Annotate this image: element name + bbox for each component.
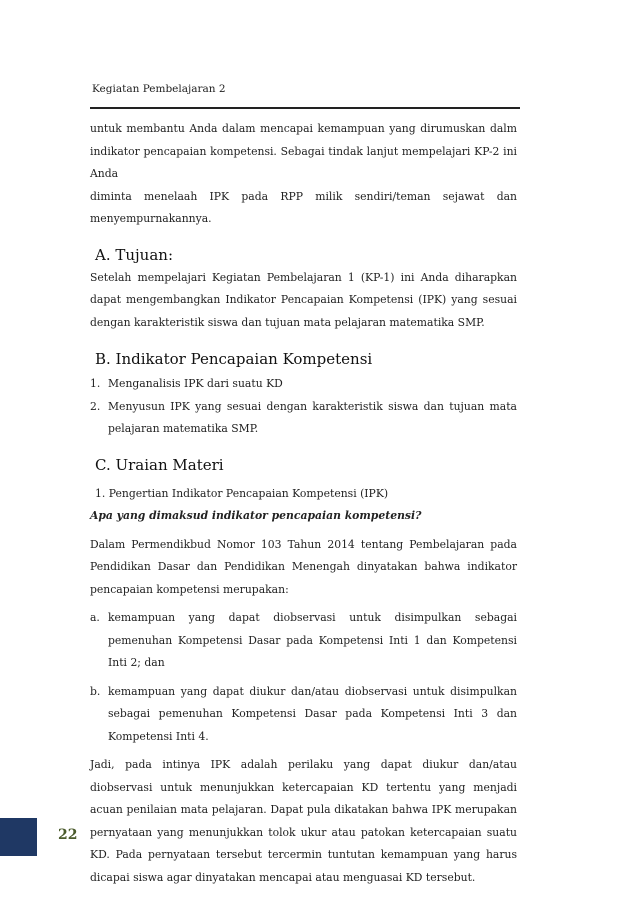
- list-marker: 2.: [90, 399, 101, 413]
- list-item: [90, 373, 517, 396]
- page-number-bar: [0, 818, 37, 856]
- section-c-title: C. Uraian Materi: [95, 455, 224, 474]
- list-marker: 1.: [90, 377, 101, 390]
- intro-line-1: untuk membantu Anda dalam mencapai kemampuan yang dirumuskan dalm: [90, 122, 517, 135]
- section-a-text: Setelah mempelajari Kegiatan Pembelajaran 1 (KP-1) ini Anda diharapkan dapat mengembangkan Indikator Pencapaian Kompetensi (IPK) yang sesuai dengan karakteristik siswa dan tujuan mata pelajaran matematika SMP.: [90, 270, 517, 329]
- section-c-paragraph-1: Dalam Permendikbud Nomor 103 Tahun 2014 tentang Pembelajaran pada Pendidikan Dasar dan Pendidikan Menengah dinyatakan bahwa indikator pencapaian kompetensi merupakan:: [90, 537, 517, 596]
- list-item-text: Menganalisis IPK dari suatu KD: [108, 377, 283, 390]
- section-a-title: A. Tujuan:: [95, 245, 174, 264]
- page-number: 22: [58, 827, 78, 843]
- intro-line-2: indikator pencapaian kompetensi. Sebagai tindak lanjut mempelajari KP-2 ini Anda: [90, 144, 517, 180]
- intro-line-3: diminta menelaah IPK pada RPP milik sendiri/teman sejawat dan: [90, 189, 517, 203]
- section-c-subheading: 1. Pengertian Indikator Pencapaian Kompetensi (IPK): [95, 486, 389, 500]
- page-body: [90, 118, 517, 889]
- section-b-title: B. Indikator Pencapaian Kompetensi: [95, 350, 373, 368]
- list-marker: a.: [90, 611, 100, 624]
- header-rule: [90, 107, 520, 109]
- list-item-text: kemampuan yang dapat diobservasi untuk disimpulkan sebagai pemenuhan Kompetensi Dasar pada Kompetensi Inti 1 dan Kompetensi Inti 2; dan: [108, 611, 517, 669]
- list-item-text: Menyusun IPK yang sesuai dengan karakteristik siswa dan tujuan mata pelajaran matematika SMP.: [108, 399, 517, 435]
- section-c-list: [90, 607, 517, 748]
- list-item: [90, 681, 517, 749]
- list-marker: b.: [90, 684, 101, 698]
- list-item-text: kemampuan yang dapat diukur dan/atau diobservasi untuk disimpulkan sebagai pemenuhan Kompetensi Dasar pada Kompetensi Inti 3 dan Kompetensi Inti 4.: [108, 684, 517, 743]
- section-c-question: Apa yang dimaksud indikator pencapaian kompetensi?: [90, 509, 422, 522]
- intro-line-4: menyempurnakannya.: [90, 212, 212, 225]
- running-header: Kegiatan Pembelajaran 2: [92, 83, 226, 95]
- list-item: [90, 396, 517, 441]
- section-b-list: [90, 373, 517, 441]
- section-c-paragraph-2: Jadi, pada intinya IPK adalah perilaku yang dapat diukur dan/atau diobservasi untuk menunjukkan ketercapaian KD tertentu yang menjadi acuan penilaian mata pelajaran. Dapat pula dikatakan bahwa IPK merupakan pernyataan yang menunjukkan tolok ukur atau patokan ketercapaian suatu KD. Pada pernyataan tersebut tercermin tuntutan kemampuan yang harus dicapai siswa agar dinyatakan mencapai atau menguasai KD tersebut.: [90, 758, 517, 884]
- list-item: [90, 607, 517, 675]
